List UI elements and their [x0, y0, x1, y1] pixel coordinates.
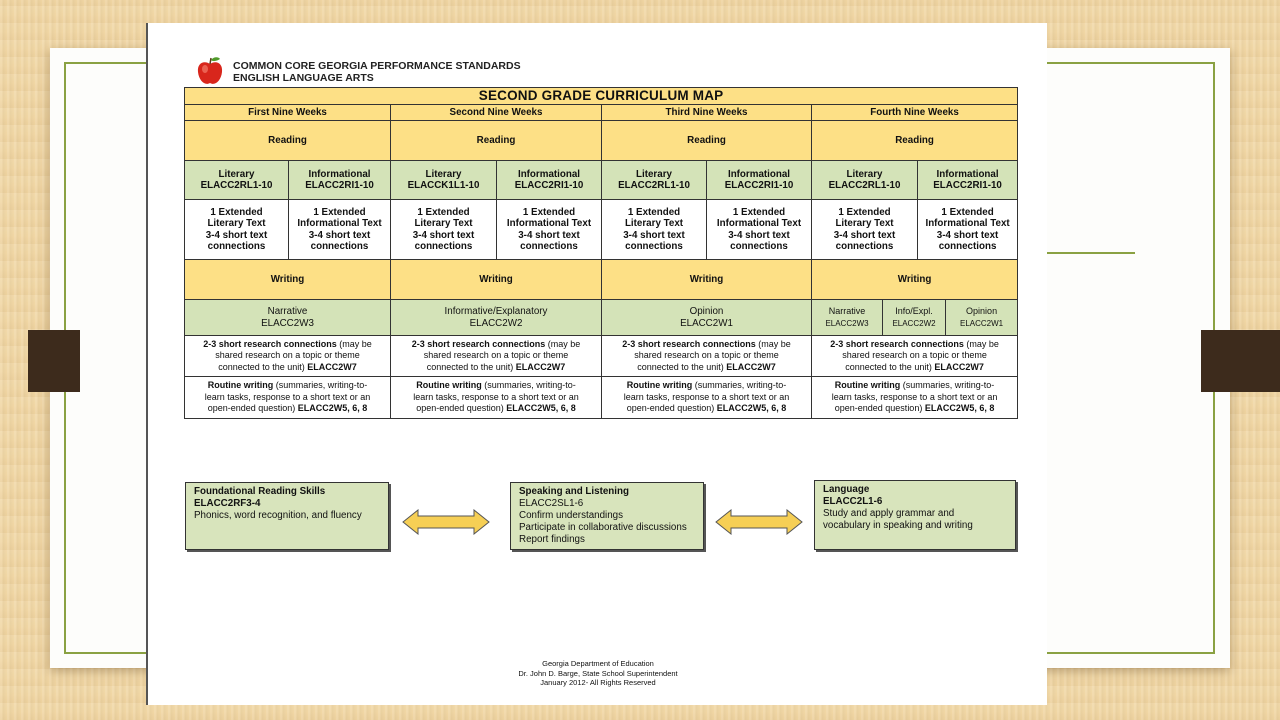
writing-label-1: Writing: [185, 260, 391, 300]
informational-cell-1: Informational ELACC2RI1-10: [289, 161, 391, 200]
quarter-row: [185, 105, 1018, 121]
literary-text-cell-1: 1 Extended Literary Text 3-4 short text connections: [185, 200, 289, 260]
speaking-title: Speaking and Listening: [519, 486, 629, 497]
text-row: [185, 200, 1018, 260]
writing-type-cell-4c: Opinion ELACC2W1: [946, 300, 1018, 336]
writing-type-cell-4a: Narrative ELACC2W3: [812, 300, 883, 336]
writing-type-cell-3: Opinion ELACC2W1: [602, 300, 812, 336]
research-cell-2: 2-3 short research connections (may be shared research on a topic or theme connected to the unit) ELACC2W7: [391, 336, 602, 377]
footer-line-3: January 2012- All Rights Reserved: [540, 678, 656, 687]
slide-tab-right: [1201, 330, 1280, 392]
double-arrow-icon: [715, 509, 803, 535]
header-line-1: COMMON CORE GEORGIA PERFORMANCE STANDARDS: [233, 60, 521, 72]
literary-cell-1: Literary ELACC2RL1-10: [185, 161, 289, 200]
writing-label-4: Writing: [812, 260, 1018, 300]
writing-type-row: [185, 300, 1018, 336]
double-arrow-icon: [402, 509, 490, 535]
reading-label-2: Reading: [391, 121, 602, 161]
routine-row: [185, 377, 1018, 419]
research-cell-4: 2-3 short research connections (may be shared research on a topic or theme connected to the unit) ELACC2W7: [812, 336, 1018, 377]
language-code: ELACC2L1-6: [823, 496, 883, 507]
curriculum-map-table: [184, 87, 1018, 419]
foundational-reading-box: [185, 482, 389, 550]
speaking-item: Report findings: [519, 534, 585, 545]
reading-label-1: Reading: [185, 121, 391, 161]
language-title: Language: [823, 484, 870, 495]
informational-text-cell-3: 1 Extended Informational Text 3-4 short text connections: [707, 200, 812, 260]
speaking-listening-box: [510, 482, 704, 550]
foundational-code: ELACC2RF3-4: [194, 498, 261, 509]
speaking-item: Participate in collaborative discussions: [519, 522, 687, 533]
writing-row: [185, 260, 1018, 300]
apple-icon: [196, 56, 224, 86]
language-box: [814, 480, 1016, 550]
writing-type-cell-4b: Info/Expl. ELACC2W2: [883, 300, 946, 336]
writing-type-cell-2: Informative/Explanatory ELACC2W2: [391, 300, 602, 336]
writing-label-3: Writing: [602, 260, 812, 300]
research-cell-1: 2-3 short research connections (may be shared research on a topic or theme connected to the unit) ELACC2W7: [185, 336, 391, 377]
header-line-2: ENGLISH LANGUAGE ARTS: [233, 72, 374, 84]
research-row: [185, 336, 1018, 377]
reading-type-row: [185, 161, 1018, 200]
curriculum-document: [146, 23, 1047, 705]
quarter-header-4: Fourth Nine Weeks: [812, 105, 1018, 121]
speaking-item: Confirm understandings: [519, 510, 624, 521]
routine-cell-4: Routine writing (summaries, writing-to- learn tasks, response to a short text or an open-ended question) ELACC2W5, 6, 8: [812, 377, 1018, 419]
slide-tab-left: [28, 330, 80, 392]
reading-label-3: Reading: [602, 121, 812, 161]
informational-text-cell-4: 1 Extended Informational Text 3-4 short text connections: [918, 200, 1018, 260]
literary-cell-4: Literary ELACC2RL1-10: [812, 161, 918, 200]
routine-cell-2: Routine writing (summaries, writing-to- learn tasks, response to a short text or an open-ended question) ELACC2W5, 6, 8: [391, 377, 602, 419]
informational-cell-3: Informational ELACC2RI1-10: [707, 161, 812, 200]
speaking-code: ELACC2SL1-6: [519, 498, 584, 509]
footer-line-1: Georgia Department of Education: [542, 659, 654, 668]
literary-cell-3: Literary ELACC2RL1-10: [602, 161, 707, 200]
reading-row: [185, 121, 1018, 161]
literary-text-cell-2: 1 Extended Literary Text 3-4 short text connections: [391, 200, 497, 260]
writing-type-cell-1: Narrative ELACC2W3: [185, 300, 391, 336]
language-text-1: Study and apply grammar and: [823, 508, 955, 519]
map-title-row: [185, 88, 1018, 105]
informational-text-cell-1: 1 Extended Informational Text 3-4 short text connections: [289, 200, 391, 260]
routine-cell-3: Routine writing (summaries, writing-to- learn tasks, response to a short text or an open-ended question) ELACC2W5, 6, 8: [602, 377, 812, 419]
document-footer: [448, 659, 748, 688]
writing-label-2: Writing: [391, 260, 602, 300]
literary-cell-2: Literary ELACCK1L1-10: [391, 161, 497, 200]
map-title: SECOND GRADE CURRICULUM MAP: [185, 88, 1018, 105]
informational-text-cell-2: 1 Extended Informational Text 3-4 short text connections: [497, 200, 602, 260]
foundational-text: Phonics, word recognition, and fluency: [194, 510, 362, 521]
quarter-header-1: First Nine Weeks: [185, 105, 391, 121]
research-cell-3: 2-3 short research connections (may be shared research on a topic or theme connected to the unit) ELACC2W7: [602, 336, 812, 377]
reading-label-4: Reading: [812, 121, 1018, 161]
decorative-line: [1045, 252, 1135, 254]
quarter-header-3: Third Nine Weeks: [602, 105, 812, 121]
foundational-title: Foundational Reading Skills: [194, 486, 326, 497]
language-text-2: vocabulary in speaking and writing: [823, 520, 973, 531]
informational-cell-4: Informational ELACC2RI1-10: [918, 161, 1018, 200]
routine-cell-1: Routine writing (summaries, writing-to- learn tasks, response to a short text or an open-ended question) ELACC2W5, 6, 8: [185, 377, 391, 419]
footer-line-2: Dr. John D. Barge, State School Superintendent: [518, 668, 678, 678]
literary-text-cell-4: 1 Extended Literary Text 3-4 short text connections: [812, 200, 918, 260]
literary-text-cell-3: 1 Extended Literary Text 3-4 short text connections: [602, 200, 707, 260]
informational-cell-2: Informational ELACC2RI1-10: [497, 161, 602, 200]
quarter-header-2: Second Nine Weeks: [391, 105, 602, 121]
document-header: [233, 60, 521, 84]
